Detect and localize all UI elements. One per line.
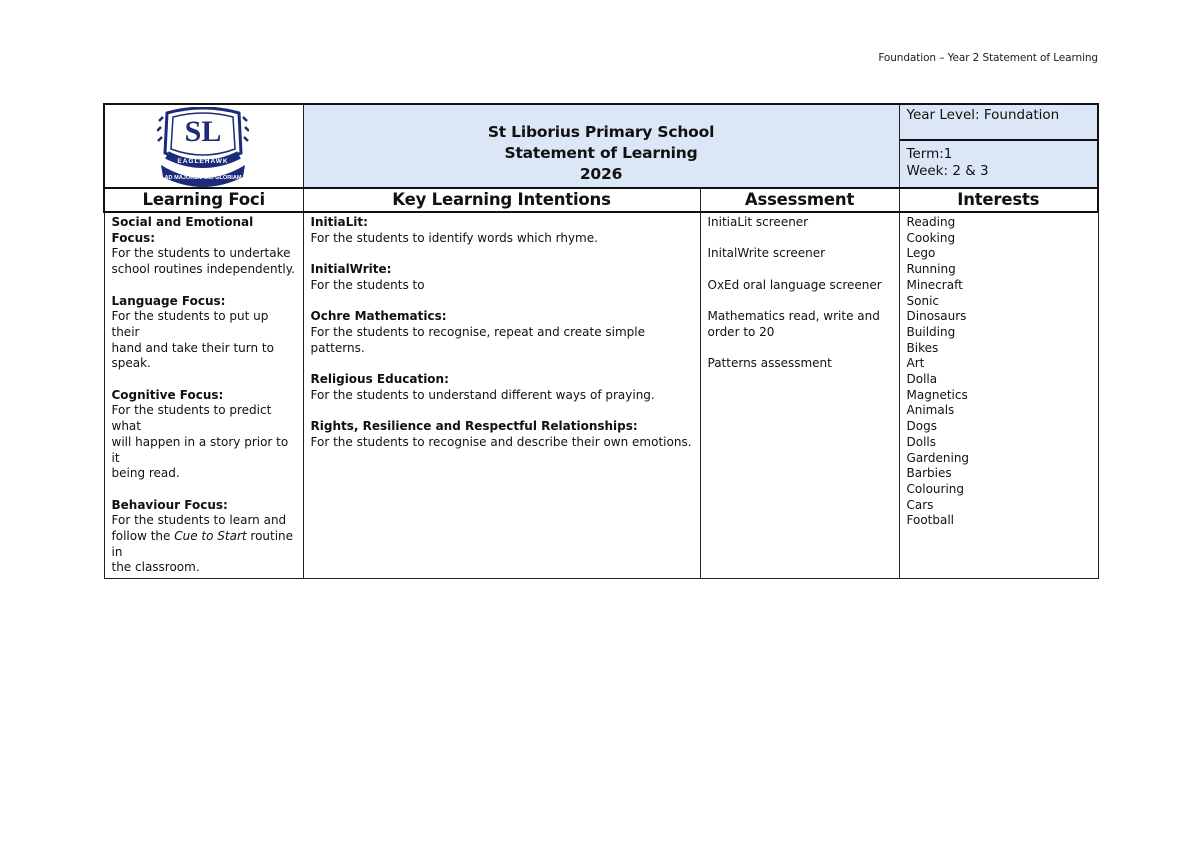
intention-heading: Rights, Resilience and Respectful Relationships: [310,419,638,434]
term-info-block [899,104,1098,188]
interest-item: Running [906,262,956,277]
interest-item: Reading [906,215,956,229]
interest-item: Animals [906,403,955,418]
interest-item: Magnetics [906,387,968,402]
focus-line [112,529,296,560]
interest-item: Building [906,324,956,339]
focus-line: For the students to predict what [111,403,272,434]
interest-item: Gardening [906,450,970,465]
interest-item: Colouring [906,481,965,496]
key-learning-intentions-cell [303,212,700,579]
column-header-interests: Interests [899,188,1098,212]
column-header-assessment: Assessment [700,188,899,212]
assessment-item: OxEd oral language screener [707,277,882,292]
statement-of-learning-table [103,103,1097,575]
week-label: Week: 2 & 3 [906,163,989,179]
intention-text: For the students to recognise, repeat and create simple patterns. [310,324,646,355]
interest-item: Sonic [906,293,940,308]
interest-item: Lego [906,246,936,261]
column-header-learning-foci: Learning Foci [104,188,303,212]
focus-line: the classroom. [111,560,200,575]
interests-cell [899,212,1098,579]
intention-heading: Religious Education: [310,371,449,386]
document-title: Statement of Learning [504,143,698,162]
interest-item: Barbies [906,466,952,481]
assessment-item: Mathematics read, write and [707,309,880,324]
assessment-cell [700,212,899,579]
intention-heading: InitialWrite: [310,262,392,277]
logo-motto: AD MAJOREM DEI GLORIAM [164,175,242,181]
focus-line: For the students to undertake [111,246,291,261]
focus-text: follow the [111,529,175,544]
focus-line: For the students to put up their [111,309,269,339]
interest-item: Minecraft [906,277,963,292]
term-label: Term:1 [906,146,953,162]
title-block [303,104,899,188]
focus-line: being read. [111,466,180,481]
focus-heading: Social and Emotional Focus: [111,215,254,245]
assessment-item: Patterns assessment [707,356,832,371]
running-header: Foundation – Year 2 Statement of Learning [878,52,1098,64]
logo-cell [104,104,303,188]
interest-item: Dinosaurs [906,309,967,324]
focus-line: school routines independently. [111,262,295,277]
intention-text: For the students to [310,277,425,292]
interest-item: Bikes [906,340,939,355]
focus-heading: Behaviour Focus: [111,497,228,512]
interest-item: Art [906,356,925,371]
intention-text: For the students to recognise and describe their own emotions. [310,434,692,449]
learning-foci-cell [104,212,303,579]
year-level: Year Level: Foundation [900,105,1098,141]
document-year: 2026 [579,164,623,183]
assessment-item: order to 20 [707,324,775,339]
intention-heading: InitiaLit: [310,215,368,229]
interest-item: Dogs [906,419,937,434]
assessment-item: InitalWrite screener [707,246,826,261]
intention-text: For the students to understand different ways of praying. [310,387,655,402]
interest-item: Dolls [906,434,937,449]
logo-initials: SL [184,115,222,148]
intention-heading: Ochre Mathematics: [310,309,447,324]
focus-line: speak. [111,356,151,371]
school-name: St Liborius Primary School [487,122,715,141]
interest-item: Cooking [906,230,956,245]
cue-to-start-emphasis: Cue to Start [174,529,247,544]
logo-town: EAGLEHAWK [177,158,229,165]
focus-line: hand and take their turn to [111,340,274,355]
interest-item: Cars [906,497,934,512]
focus-line: For the students to learn and [111,513,287,528]
focus-line: will happen in a story prior to it [111,434,289,465]
intention-text: For the students to identify words which rhyme. [310,230,598,245]
focus-text: routine in [111,529,294,559]
column-header-key-learning-intentions: Key Learning Intentions [303,188,700,212]
assessment-item: InitiaLit screener [707,215,809,229]
focus-heading: Language Focus: [111,293,226,308]
focus-heading: Cognitive Focus: [111,387,224,402]
interest-item: Dolla [906,372,938,387]
school-crest-logo [157,107,249,187]
interest-item: Football [906,513,955,528]
